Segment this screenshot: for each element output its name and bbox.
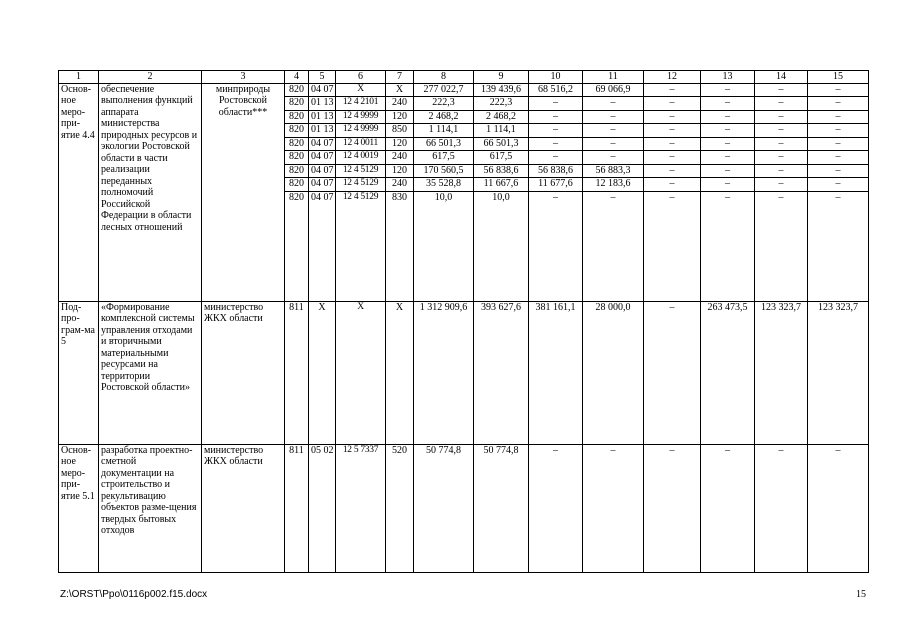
table-cell: – xyxy=(755,137,808,151)
table-cell: – xyxy=(755,124,808,138)
header-row xyxy=(59,71,869,84)
table-cell: 393 627,6 xyxy=(474,301,529,444)
table-row xyxy=(59,301,869,444)
table-cell: 820 xyxy=(285,191,309,301)
table-cell: 11 667,6 xyxy=(474,178,529,192)
table-cell: – xyxy=(808,137,869,151)
table-cell: 850 xyxy=(386,124,414,138)
table-cell: – xyxy=(808,83,869,97)
table-cell: – xyxy=(583,97,644,111)
table-cell: 10,0 xyxy=(414,191,474,301)
table-cell: 01 13 xyxy=(309,110,336,124)
table-cell: 01 13 xyxy=(309,97,336,111)
table-cell: – xyxy=(644,164,701,178)
table-cell: 35 528,8 xyxy=(414,178,474,192)
table-cell: 120 xyxy=(386,137,414,151)
table-cell: 820 xyxy=(285,110,309,124)
executor-name: министерство ЖКХ области xyxy=(202,301,285,444)
table-cell: – xyxy=(701,97,755,111)
table-cell: – xyxy=(755,164,808,178)
table-cell: – xyxy=(583,191,644,301)
table-cell: 66 501,3 xyxy=(414,137,474,151)
table-cell: 123 323,7 xyxy=(808,301,869,444)
table-cell: 240 xyxy=(386,151,414,165)
table-cell: – xyxy=(644,178,701,192)
table-cell: 12 4 0019 xyxy=(336,151,386,165)
table-cell: – xyxy=(701,151,755,165)
table-cell: – xyxy=(529,137,583,151)
table-cell: 12 4 5129 xyxy=(336,191,386,301)
table-cell: – xyxy=(644,191,701,301)
table-cell: – xyxy=(755,83,808,97)
table-cell: Х xyxy=(386,83,414,97)
table-cell: – xyxy=(808,164,869,178)
row-type-label: Под-про-грам-ма 5 xyxy=(59,301,99,444)
table-cell: – xyxy=(808,97,869,111)
table-cell: – xyxy=(701,83,755,97)
table-cell: 830 xyxy=(386,191,414,301)
table-cell: – xyxy=(644,301,701,444)
row-type-label: Основ-ное меро-при-ятие 5.1 xyxy=(59,444,99,572)
table-cell: 820 xyxy=(285,124,309,138)
table-cell: 1 114,1 xyxy=(474,124,529,138)
column-header: 7 xyxy=(386,71,414,84)
table-cell: 10,0 xyxy=(474,191,529,301)
column-header: 11 xyxy=(583,71,644,84)
table-cell: 222,3 xyxy=(414,97,474,111)
table-cell: 2 468,2 xyxy=(414,110,474,124)
table-cell: 263 473,5 xyxy=(701,301,755,444)
table-cell: 820 xyxy=(285,97,309,111)
column-header: 14 xyxy=(755,71,808,84)
column-header: 3 xyxy=(202,71,285,84)
table-cell: 12 4 9999 xyxy=(336,124,386,138)
table-cell: 56 838,6 xyxy=(474,164,529,178)
activity-description: разработка проектно-сметной документации на строительство и рекультивацию объектов разме-щения твердых бытовых отходов xyxy=(99,444,202,572)
table-cell: 120 xyxy=(386,110,414,124)
table-cell: 66 501,3 xyxy=(474,137,529,151)
table-cell: – xyxy=(755,97,808,111)
table-cell: 2 468,2 xyxy=(474,110,529,124)
table-cell: – xyxy=(529,444,583,572)
table-cell: – xyxy=(529,97,583,111)
table-cell: – xyxy=(755,444,808,572)
table-cell: – xyxy=(529,151,583,165)
table-cell: 11 677,6 xyxy=(529,178,583,192)
column-header: 13 xyxy=(701,71,755,84)
table-cell: 139 439,6 xyxy=(474,83,529,97)
executor-name: минприроды Ростовской области*** xyxy=(202,83,285,301)
column-header: 9 xyxy=(474,71,529,84)
table-cell: 04 07 xyxy=(309,191,336,301)
column-header: 12 xyxy=(644,71,701,84)
table-cell: 12 4 0011 xyxy=(336,137,386,151)
table-cell: 120 xyxy=(386,164,414,178)
table-cell: 820 xyxy=(285,164,309,178)
table-cell: – xyxy=(701,110,755,124)
table-cell: – xyxy=(644,137,701,151)
table-cell: – xyxy=(529,124,583,138)
table-cell: 617,5 xyxy=(474,151,529,165)
column-header: 10 xyxy=(529,71,583,84)
table-cell: 820 xyxy=(285,83,309,97)
table-cell: – xyxy=(701,124,755,138)
table-cell: 170 560,5 xyxy=(414,164,474,178)
table-cell: 820 xyxy=(285,137,309,151)
table-cell: 1 312 909,6 xyxy=(414,301,474,444)
table-cell: 820 xyxy=(285,151,309,165)
table-cell: 69 066,9 xyxy=(583,83,644,97)
table-cell: – xyxy=(755,191,808,301)
table-cell: Х xyxy=(386,301,414,444)
table-cell: 520 xyxy=(386,444,414,572)
table-cell: 04 07 xyxy=(309,83,336,97)
table-cell: – xyxy=(583,137,644,151)
table-cell: 12 183,6 xyxy=(583,178,644,192)
table-cell: 68 516,2 xyxy=(529,83,583,97)
table-cell: 28 000,0 xyxy=(583,301,644,444)
table-cell: 04 07 xyxy=(309,164,336,178)
table-cell: 05 02 xyxy=(309,444,336,572)
table-cell: – xyxy=(644,444,701,572)
table-cell: 240 xyxy=(386,97,414,111)
table-cell: – xyxy=(808,110,869,124)
table-cell: 50 774,8 xyxy=(414,444,474,572)
column-header: 6 xyxy=(336,71,386,84)
table-cell: 50 774,8 xyxy=(474,444,529,572)
table-cell: – xyxy=(529,110,583,124)
table-cell: – xyxy=(808,124,869,138)
table-cell: – xyxy=(808,178,869,192)
row-type-label: Основ-ное меро-при-ятие 4.4 xyxy=(59,83,99,301)
table-cell: – xyxy=(644,110,701,124)
table-cell: – xyxy=(701,164,755,178)
table-cell: 277 022,7 xyxy=(414,83,474,97)
table-cell: – xyxy=(808,151,869,165)
table-cell: 12 5 7337 xyxy=(336,444,386,572)
table-cell: 123 323,7 xyxy=(755,301,808,444)
table-cell: 12 4 5129 xyxy=(336,164,386,178)
table-cell: 12 4 2101 xyxy=(336,97,386,111)
table-cell: 04 07 xyxy=(309,137,336,151)
table-cell: 811 xyxy=(285,444,309,572)
activity-description: обеспечение выполнения функций аппарата министерства природных ресурсов и экологии Ростовской области в части реализации переданных полномочий Российской Федерации в области лесных отношений xyxy=(99,83,202,301)
column-header: 1 xyxy=(59,71,99,84)
table-cell: 240 xyxy=(386,178,414,192)
table-cell: 617,5 xyxy=(414,151,474,165)
table-cell: Х xyxy=(336,83,386,97)
table-cell: 56 883,3 xyxy=(583,164,644,178)
table-cell: 04 07 xyxy=(309,178,336,192)
table-row xyxy=(59,83,869,97)
table-cell: 12 4 9999 xyxy=(336,110,386,124)
table-cell: – xyxy=(701,178,755,192)
table-cell: 222,3 xyxy=(474,97,529,111)
table-cell: – xyxy=(644,151,701,165)
table-cell: 01 13 xyxy=(309,124,336,138)
executor-name: министерство ЖКХ области xyxy=(202,444,285,572)
table-cell: 1 114,1 xyxy=(414,124,474,138)
table-cell: – xyxy=(755,178,808,192)
table-row xyxy=(59,444,869,572)
column-header: 5 xyxy=(309,71,336,84)
budget-table xyxy=(58,70,869,573)
table-cell: – xyxy=(644,124,701,138)
table-cell: – xyxy=(755,151,808,165)
column-header: 8 xyxy=(414,71,474,84)
table-cell: 12 4 5129 xyxy=(336,178,386,192)
table-cell: – xyxy=(701,191,755,301)
table-cell: – xyxy=(808,191,869,301)
table-cell: 811 xyxy=(285,301,309,444)
page-number: 15 xyxy=(856,589,866,600)
table-cell: – xyxy=(701,137,755,151)
table-cell: 04 07 xyxy=(309,151,336,165)
table-cell: 56 838,6 xyxy=(529,164,583,178)
table-cell: – xyxy=(644,97,701,111)
table-cell: Х xyxy=(309,301,336,444)
table-cell: – xyxy=(701,444,755,572)
table-cell: – xyxy=(808,444,869,572)
table-cell: – xyxy=(583,444,644,572)
activity-description: «Формирование комплексной системы управления отходами и вторичными материальными ресурсами на территории Ростовской области» xyxy=(99,301,202,444)
column-header: 2 xyxy=(99,71,202,84)
table-cell: – xyxy=(583,151,644,165)
table-cell: 820 xyxy=(285,178,309,192)
table-cell: – xyxy=(583,110,644,124)
table-cell: – xyxy=(529,191,583,301)
table-cell: – xyxy=(755,110,808,124)
column-header: 15 xyxy=(808,71,869,84)
table-cell: Х xyxy=(336,301,386,444)
table-cell: – xyxy=(644,83,701,97)
table-cell: 381 161,1 xyxy=(529,301,583,444)
footer-file-path: Z:\ORST\Ppo\0116p002.f15.docx xyxy=(60,589,208,600)
column-header: 4 xyxy=(285,71,309,84)
table-cell: – xyxy=(583,124,644,138)
